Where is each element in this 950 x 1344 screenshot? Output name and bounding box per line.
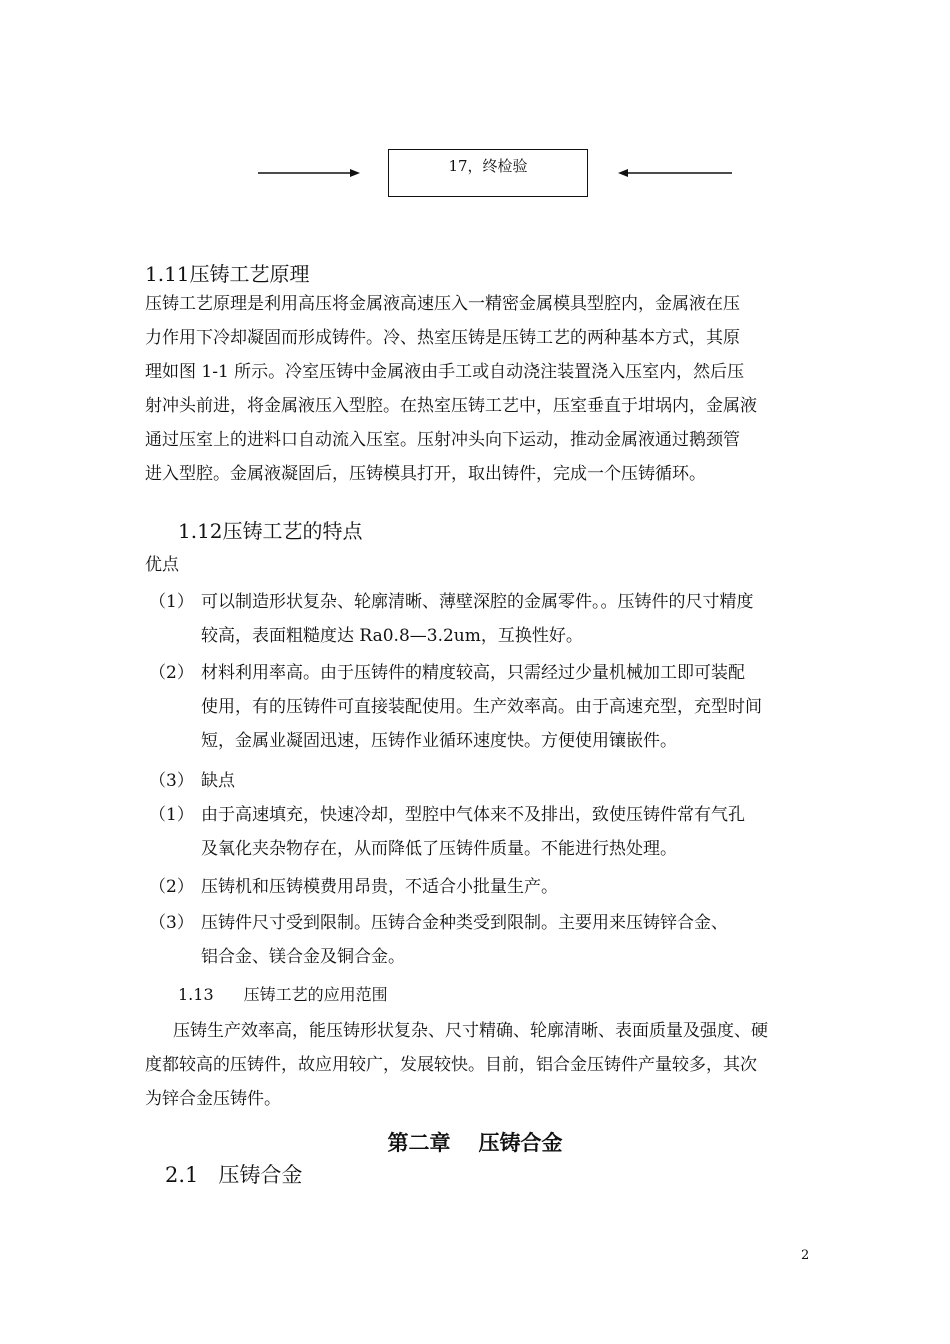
section-2-1-title: 压铸合金: [218, 1163, 303, 1187]
paragraph-line: 力作用下冷却凝固而形成铸件。冷、热室压铸是压铸工艺的两种基本方式，其原: [145, 328, 740, 348]
list-item-number: （3）: [149, 771, 194, 791]
list-item-line: 可以制造形状复杂、轮廓清晰、薄壁深腔的金属零件。。压铸件的尺寸精度: [201, 592, 754, 612]
list-item-line: 使用，有的压铸件可直接装配使用。生产效率高。由于高速充型，充型时间: [201, 697, 762, 717]
list-item-number: （1）: [149, 805, 194, 825]
list-item-number: （3）: [149, 913, 194, 933]
flow-step-box: [388, 149, 588, 197]
chapter-heading: [0, 1127, 950, 1157]
list-item-line: 较高，表面粗糙度达 Ra0.8—3.2um，互换性好。: [201, 626, 583, 646]
right-arrow: [616, 165, 734, 181]
paragraph-line: 压铸生产效率高，能压铸形状复杂、尺寸精确、轮廓清晰、表面质量及强度、硬: [173, 1021, 768, 1041]
list-item-line: 铝合金、镁合金及铜合金。: [201, 947, 405, 967]
section-2-1-number: 2.1: [165, 1163, 199, 1187]
section-1-13-heading: [178, 980, 388, 1010]
paragraph-line: 进入型腔。金属液凝固后，压铸模具打开，取出铸件，完成一个压铸循环。: [145, 464, 706, 484]
list-item-line: 缺点: [201, 771, 235, 791]
chapter-title: 压铸合金: [478, 1131, 563, 1155]
section-1-11-body: [145, 287, 810, 491]
list-item-number: （2）: [149, 663, 194, 683]
left-arrow: [258, 165, 362, 181]
list-item-line: 压铸机和压铸模费用昂贵，不适合小批量生产。: [201, 877, 558, 897]
list-item-line: 及氧化夹杂物存在，从而降低了压铸件质量。不能进行热处理。: [201, 839, 677, 859]
list-item-line: 短，金属业凝固迅速，压铸作业循环速度快。方便使用镶嵌件。: [201, 731, 677, 751]
paragraph-line: 通过压室上的进料口自动流入压室。压射冲头向下运动，推动金属液通过鹅颈管: [145, 430, 740, 450]
chapter-number: 第二章: [387, 1131, 451, 1155]
list-item-number: （1）: [149, 592, 194, 612]
list-item-line: 由于高速填充，快速冷却，型腔中气体来不及排出，致使压铸件常有气孔: [201, 805, 745, 825]
section-1-13-body: [145, 1014, 810, 1116]
advantages-label: 优点: [145, 555, 179, 575]
paragraph-line: 度都较高的压铸件，故应用较广，发展较快。目前，铝合金压铸件产量较多，其次: [145, 1055, 757, 1075]
paragraph-line: 压铸工艺原理是利用高压将金属液高速压入一精密金属模具型腔内，金属液在压: [145, 294, 740, 314]
page-number: 2: [801, 1248, 810, 1263]
flow-step-label: 17，终检验: [448, 157, 528, 175]
paragraph-line: 射冲头前进，将金属液压入型腔。在热室压铸工艺中，压室垂直于坩埚内，金属液: [145, 396, 757, 416]
section-2-1-heading: [165, 1160, 302, 1190]
section-1-13-title: 压铸工艺的应用范围: [243, 985, 388, 1004]
section-1-11-heading: 1.11压铸工艺原理: [145, 262, 310, 286]
list-item-line: 材料利用率高。由于压铸件的精度较高，只需经过少量机械加工即可装配: [201, 663, 745, 683]
paragraph-line: 理如图 1-1 所示。冷室压铸中金属液由手工或自动浇注装置浇入压室内，然后压: [145, 362, 745, 382]
paragraph-line: 为锌合金压铸件。: [145, 1089, 281, 1109]
section-1-13-number: 1.13: [178, 985, 214, 1004]
list-item-number: （2）: [149, 877, 194, 897]
list-item-line: 压铸件尺寸受到限制。压铸合金种类受到限制。主要用来压铸锌合金、: [201, 913, 728, 933]
section-1-12-heading: 1.12压铸工艺的特点: [178, 519, 363, 543]
